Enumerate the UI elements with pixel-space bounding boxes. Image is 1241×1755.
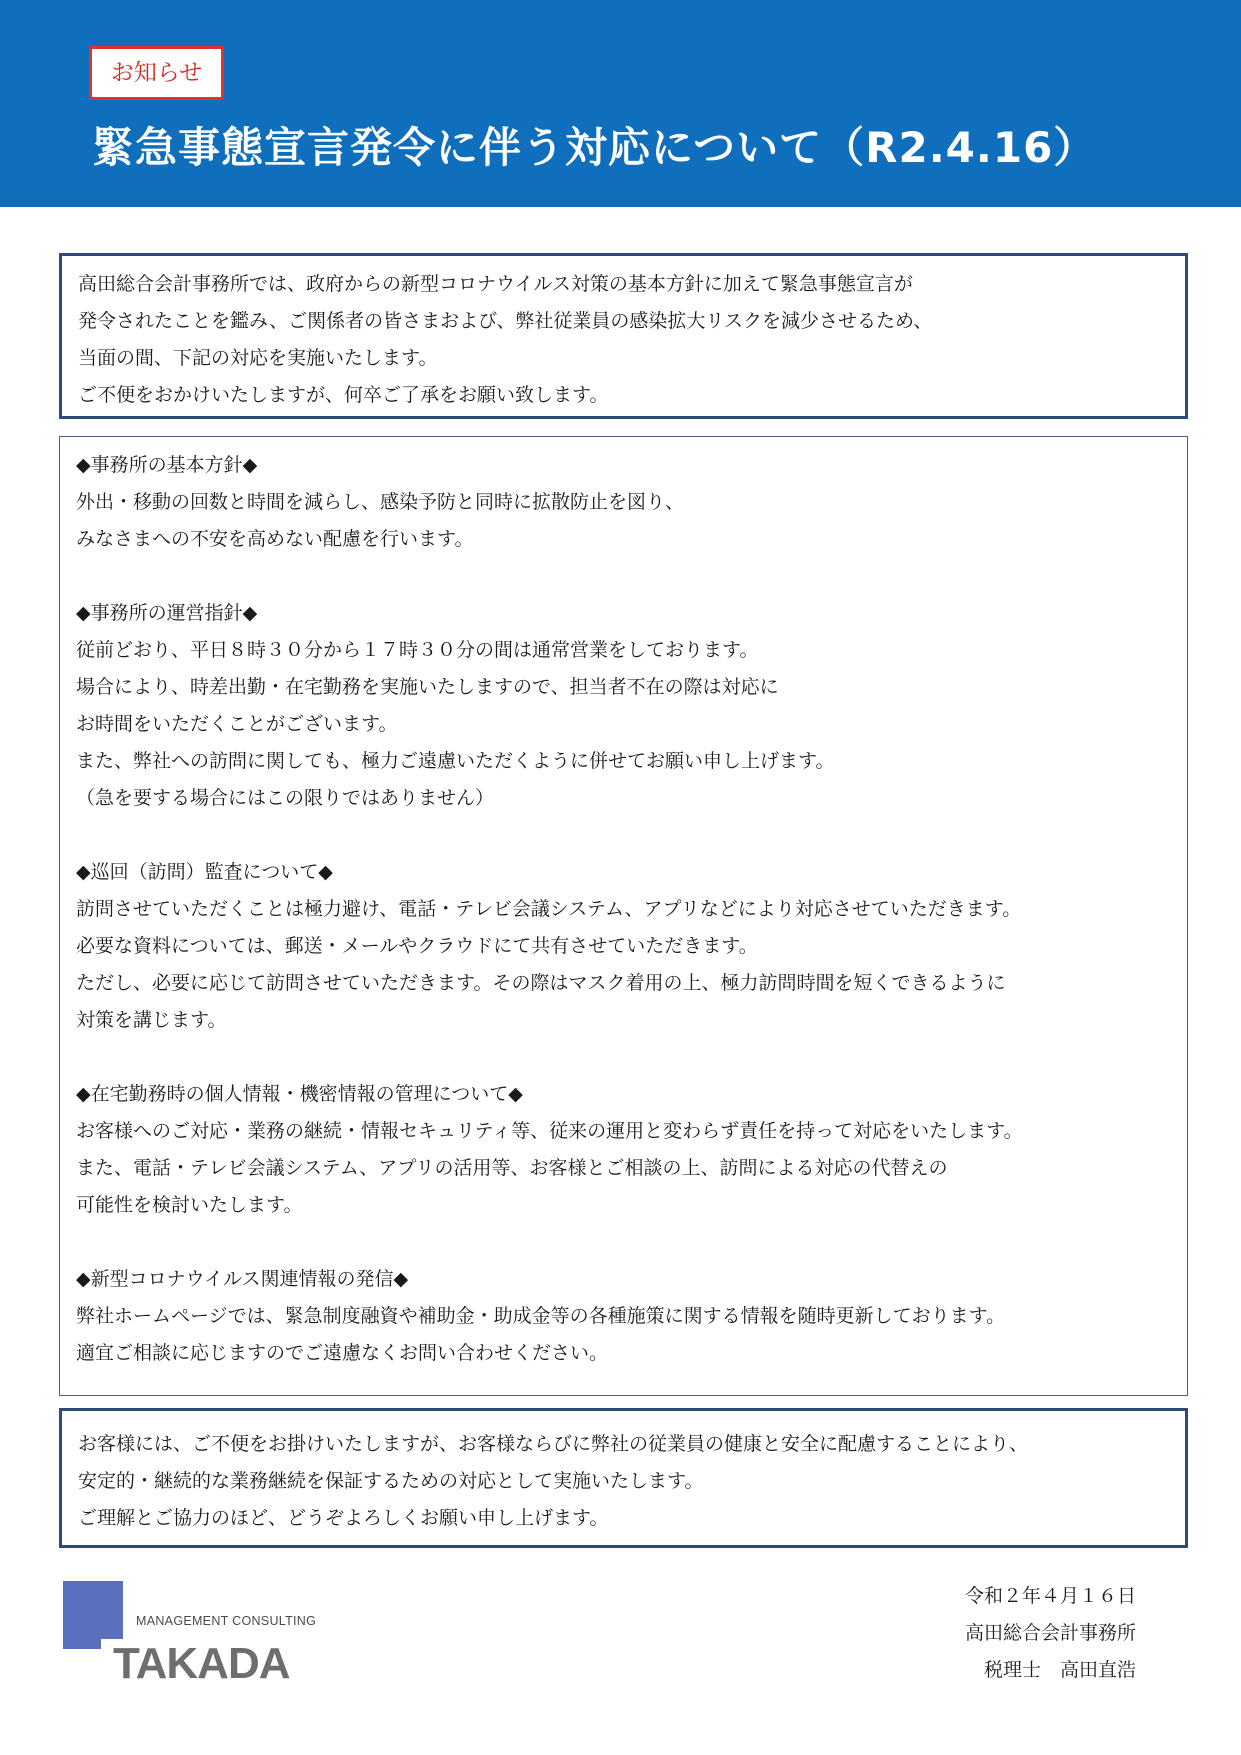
signature-block [900,1578,1170,1689]
takada-logo [63,1581,363,1681]
section-line: 適宜ご相談に応じますのでご遠慮なくお問い合わせください。 [76,1342,609,1364]
section-line: 訪問させていただくことは極力避け、電話・テレビ会議システム、アプリなどにより対応させていただきます。 [76,898,1022,920]
page-title: 緊急事態宣言発令に伴う対応について（R2.4.16） [92,123,1097,172]
closing-box [59,1408,1188,1548]
intro-line: ご不便をおかけいたしますが、何卒ご了承をお願い致します。 [78,384,609,406]
signature-person: 税理士 高田直浩 [983,1659,1136,1681]
closing-line: お客様には、ご不便をお掛けいたしますが、お客様ならびに弊社の従業員の健康と安全に配慮することにより、 [78,1433,1029,1455]
section-line: （急を要する場合にはこの限りではありません） [76,787,495,809]
section-heading: ◆巡回（訪問）監査について◆ [76,861,333,883]
section-operation-policy [76,595,1187,817]
section-line: また、弊社への訪問に関しても、極力ご遠慮いただくように併せてお願い申し上げます。 [76,750,835,772]
logo-mark-icon [63,1581,363,1681]
section-line: みなさまへの不安を高めない配慮を行います。 [76,528,474,550]
section-line: お時間をいただくことがございます。 [76,713,398,735]
section-line: お客様へのご対応・業務の継続・情報セキュリティ等、従来の運用と変わらず責任を持って対応をいたします。 [76,1120,1023,1142]
section-visit-audit [76,854,1187,1039]
logo-square [63,1581,123,1639]
signature-office: 高田総合会計事務所 [964,1622,1136,1644]
section-line: また、電話・テレビ会議システム、アプリの活用等、お客様とご相談の上、訪問による対応の代替えの [76,1157,948,1179]
section-line: 必要な資料については、郵送・メールやクラウドにて共有させていただきます。 [76,935,758,957]
section-heading: ◆新型コロナウイルス関連情報の発信◆ [76,1268,409,1290]
section-line: 場合により、時差出勤・在宅勤務を実施いたしますので、担当者不在の際は対応に [76,676,779,698]
intro-box [59,253,1188,419]
section-basic-policy [76,447,1187,558]
section-heading: ◆事務所の基本方針◆ [76,454,258,476]
section-line: 従前どおり、平日８時３０分から１７時３０分の間は通常営業をしております。 [76,639,759,661]
notice-badge: お知らせ [89,46,224,100]
logo-name: TAKADA [113,1639,290,1681]
signature-date: 令和２年４月１６日 [964,1585,1136,1607]
section-heading: ◆在宅勤務時の個人情報・機密情報の管理について◆ [76,1083,523,1105]
closing-line: 安定的・継続的な業務継続を保証するための対応として実施いたします。 [78,1470,704,1492]
section-line: 弊社ホームページでは、緊急制度融資や補助金・助成金等の各種施策に関する情報を随時更新しております。 [76,1305,1006,1327]
policy-box [59,436,1188,1396]
section-line: ただし、必要に応じて訪問させていただきます。その際はマスク着用の上、極力訪問時間を短くできるように [76,972,1006,994]
header-banner [0,0,1241,207]
section-remote-work-security [76,1076,1187,1224]
intro-line: 発令されたことを鑑み、ご関係者の皆さまおよび、弊社従業員の感染拡大リスクを減少させるため、 [78,310,933,332]
section-line: 対策を講じます。 [76,1009,227,1031]
logo-square-lower [63,1639,101,1649]
logo-tagline: MANAGEMENT CONSULTING [136,1614,317,1628]
section-line: 可能性を検討いたします。 [76,1194,303,1216]
closing-line: ご理解とご協力のほど、どうぞよろしくお願い申し上げます。 [78,1507,609,1529]
intro-line: 当面の間、下記の対応を実施いたします。 [78,347,438,369]
intro-line: 高田総合会計事務所では、政府からの新型コロナウイルス対策の基本方針に加えて緊急事態宣言が [78,273,913,295]
section-heading: ◆事務所の運営指針◆ [76,602,258,624]
section-line: 外出・移動の回数と時間を減らし、感染予防と同時に拡散防止を図り、 [76,491,685,513]
section-covid-info [76,1261,1187,1372]
